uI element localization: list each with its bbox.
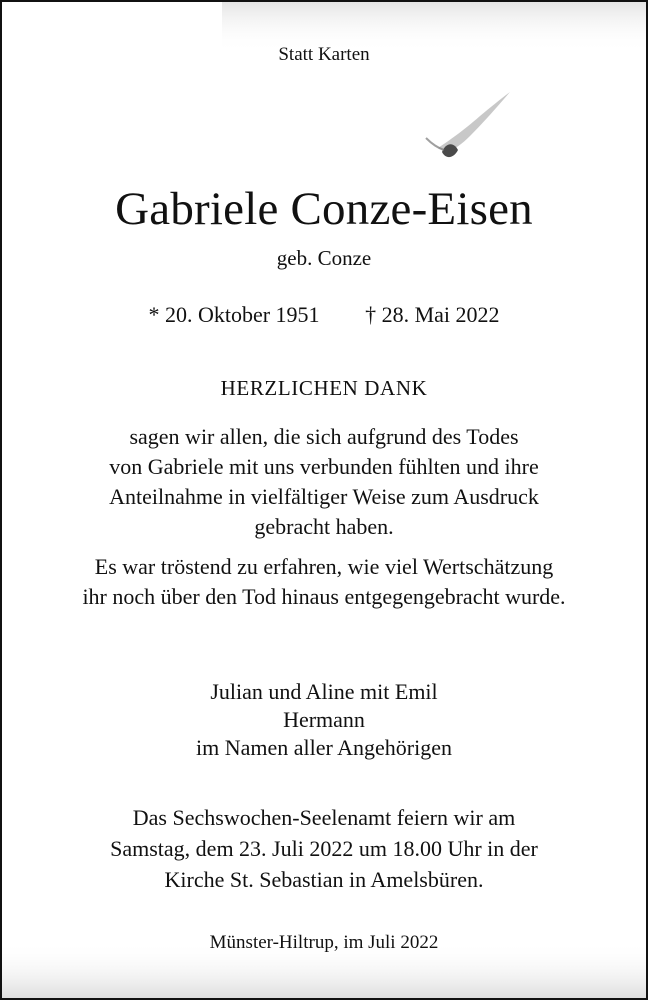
- paragraph-line: Anteilnahme in vielfältiger Weise zum Ausdruck: [109, 484, 539, 509]
- paragraph-line: gebracht haben.: [254, 514, 394, 539]
- signature-line: im Namen aller Angehörigen: [196, 735, 452, 760]
- life-dates: [2, 302, 646, 328]
- paragraph-line: sagen wir allen, die sich aufgrund des Todes: [129, 424, 519, 449]
- paragraph-line: ihr noch über den Tod hinaus entgegengebracht wurde.: [82, 584, 566, 609]
- mass-line: Das Sechswochen-Seelenamt feiern wir am: [132, 805, 516, 830]
- thanks-paragraph-2: [2, 552, 646, 612]
- thanks-heading: HERZLICHEN DANK: [220, 376, 428, 400]
- signature-line: Julian und Aline mit Emil: [210, 679, 438, 704]
- statt-karten-label: Statt Karten: [278, 44, 370, 65]
- death-date: † 28. Mai 2022: [365, 302, 500, 327]
- birth-name: geb. Conze: [276, 246, 372, 270]
- paragraph-line: von Gabriele mit uns verbunden fühlten und ihre: [109, 454, 539, 479]
- deceased-name: Gabriele Conze-Eisen: [115, 183, 533, 235]
- signature-block: [2, 678, 646, 762]
- birth-date: * 20. Oktober 1951: [148, 302, 320, 327]
- mass-line: Kirche St. Sebastian in Amelsbüren.: [164, 867, 484, 892]
- thanks-paragraph-1: [2, 422, 646, 542]
- paragraph-line: Es war tröstend zu erfahren, wie viel Wertschätzung: [94, 554, 554, 579]
- place-and-date: Münster-Hiltrup, im Juli 2022: [209, 932, 439, 953]
- signature-line: Hermann: [283, 707, 365, 732]
- bird-icon: [426, 92, 510, 157]
- memorial-mass-notice: [2, 802, 646, 895]
- mass-line: Samstag, dem 23. Juli 2022 um 18.00 Uhr in der: [110, 836, 538, 861]
